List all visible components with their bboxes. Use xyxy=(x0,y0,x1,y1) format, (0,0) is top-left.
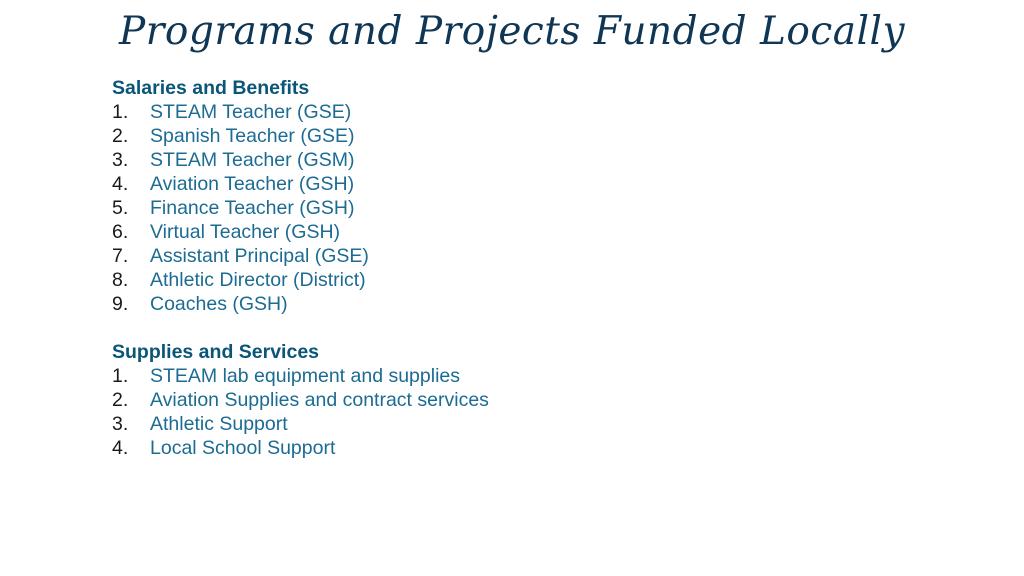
item-number: 1. xyxy=(112,101,129,123)
list-item xyxy=(112,100,912,124)
section-supplies-and-services xyxy=(112,340,912,460)
item-number: 5. xyxy=(112,197,129,219)
item-number: 3. xyxy=(112,413,129,435)
item-number: 8. xyxy=(112,269,129,291)
list-item xyxy=(112,388,912,412)
item-text: STEAM lab equipment and supplies xyxy=(150,365,461,387)
item-text: STEAM Teacher (GSM) xyxy=(150,149,355,171)
list-item xyxy=(112,364,912,388)
section-salaries-and-benefits xyxy=(112,76,912,316)
salaries-list xyxy=(112,100,912,316)
item-number: 4. xyxy=(112,437,129,459)
item-text: Spanish Teacher (GSE) xyxy=(150,125,355,147)
item-text: Aviation Supplies and contract services xyxy=(150,389,489,411)
list-item xyxy=(112,268,912,292)
item-text: Coaches (GSH) xyxy=(150,293,288,315)
list-item xyxy=(112,124,912,148)
supplies-list xyxy=(112,364,912,460)
item-number: 6. xyxy=(112,221,129,243)
item-number: 1. xyxy=(112,365,129,387)
list-item xyxy=(112,244,912,268)
item-text: STEAM Teacher (GSE) xyxy=(150,101,352,123)
section-heading: Salaries and Benefits xyxy=(112,77,310,99)
item-number: 3. xyxy=(112,149,129,171)
list-item xyxy=(112,292,912,316)
item-text: Virtual Teacher (GSH) xyxy=(150,221,341,243)
item-number: 2. xyxy=(112,125,129,147)
list-item xyxy=(112,172,912,196)
item-text: Aviation Teacher (GSH) xyxy=(150,173,355,195)
item-text: Athletic Director (District) xyxy=(150,269,366,291)
item-number: 7. xyxy=(112,245,129,267)
item-number: 9. xyxy=(112,293,129,315)
slide-title: Programs and Projects Funded Locally xyxy=(119,9,905,54)
item-text: Local School Support xyxy=(150,437,336,459)
list-item xyxy=(112,412,912,436)
list-item xyxy=(112,436,912,460)
list-item xyxy=(112,148,912,172)
section-spacer xyxy=(112,316,912,340)
item-text: Finance Teacher (GSH) xyxy=(150,197,355,219)
list-item xyxy=(112,220,912,244)
slide-content xyxy=(112,76,912,460)
item-text: Athletic Support xyxy=(150,413,288,435)
section-heading: Supplies and Services xyxy=(112,341,320,363)
item-number: 2. xyxy=(112,389,129,411)
item-text: Assistant Principal (GSE) xyxy=(150,245,369,267)
list-item xyxy=(112,196,912,220)
item-number: 4. xyxy=(112,173,129,195)
